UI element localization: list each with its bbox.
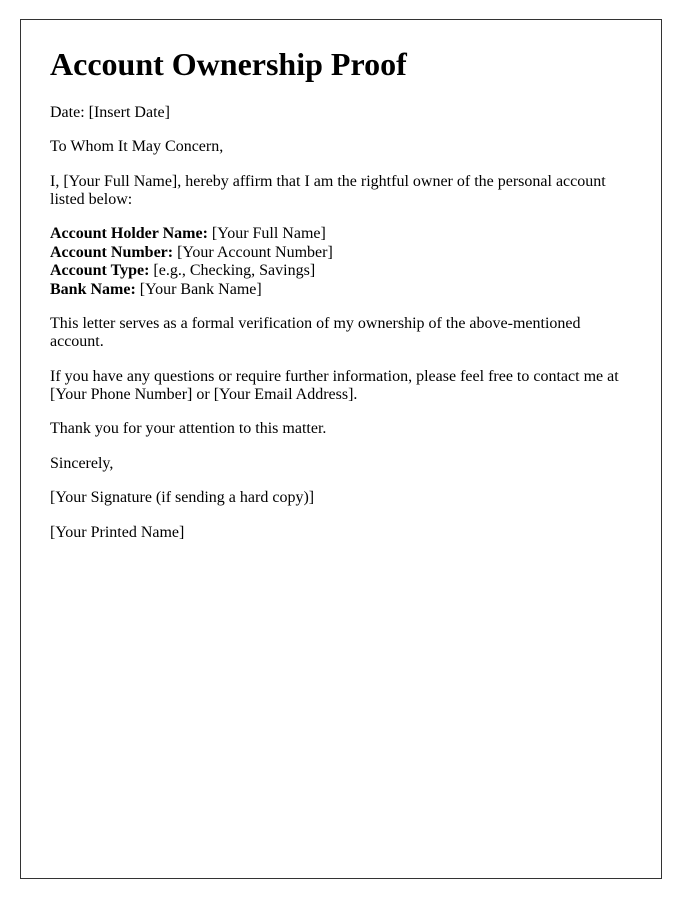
account-type-label: Account Type:	[50, 262, 150, 280]
account-details-block	[50, 225, 632, 299]
printed-name-placeholder: [Your Printed Name]	[50, 523, 185, 541]
account-holder-name-label: Account Holder Name:	[50, 225, 208, 243]
signature-placeholder: [Your Signature (if sending a hard copy)]	[50, 489, 315, 507]
verification-paragraph: This letter serves as a formal verification of my ownership of the above-mentioned account.	[50, 314, 581, 351]
letter-page	[20, 19, 662, 879]
bank-name-label: Bank Name:	[50, 280, 136, 298]
thanks-paragraph: Thank you for your attention to this matter.	[50, 420, 327, 438]
account-type-value: [e.g., Checking, Savings]	[153, 262, 316, 280]
date-line: Date: [Insert Date]	[50, 103, 170, 121]
account-holder-name-value: [Your Full Name]	[211, 225, 326, 243]
account-number-label: Account Number:	[50, 243, 174, 261]
letter-title: Account Ownership Proof	[50, 46, 407, 82]
contact-paragraph: If you have any questions or require further information, please feel free to contact me at [Your Phone Number] or [Your Email Address].	[50, 367, 619, 404]
closing: Sincerely,	[50, 454, 114, 472]
bank-name-value: [Your Bank Name]	[139, 280, 262, 298]
account-number-value: [Your Account Number]	[177, 243, 333, 261]
intro-paragraph: I, [Your Full Name], hereby affirm that I am the rightful owner of the personal account listed below:	[50, 172, 606, 208]
salutation: To Whom It May Concern,	[50, 138, 224, 156]
